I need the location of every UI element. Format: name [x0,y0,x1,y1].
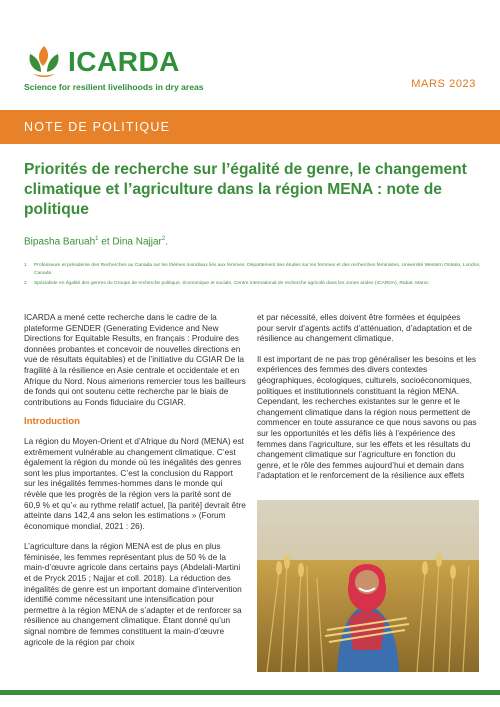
right-column [257,312,479,491]
author-superscript: 2 [161,236,166,242]
logo-tagline: Science for resilient livelihoods in dry areas [24,82,204,92]
affiliation-item [24,280,484,288]
icarda-logo [24,42,224,102]
publication-date: MARS 2023 [411,78,476,90]
document-type-label: NOTE DE POLITIQUE [24,120,171,134]
affiliation-number: 1 [24,263,27,268]
body-paragraph: Il est important de ne pas trop généraliser les besoins et les expériences des femmes des divers contextes géographiques, écologiques, culturels, socioéconomiques, politiques et institutionnels constituant la région MENA. Cependant, les recherches existantes sur le genre et le changement climatique dans la région nous permettent de commencer en toute assurance ce que nous savons ou pas sur les opportunités et les défis liés à l’expérience des femmes dans l’agriculture, sur les effets et les résultats du changement climatique sur l’agriculture en fonction du genre, et le rôle des femmes aujourd’hui et demain dans l’adaptation et le renforcement de la résilience aux effets [257,353,477,481]
author-name: Dina Najjar [112,236,162,248]
wheat-leaf-logo-icon [24,42,64,80]
affiliation-text: Professeure et présidente des Recherches au Canada sur les thèmes mondiaux liés aux femmes. Département des études sur les femmes et des recherches féministes, Université Western Ontario, London, Canada [34,263,481,276]
affiliation-item [24,262,484,278]
footer-rule [0,690,500,695]
document-title: Priorités de recherche sur l’égalité de genre, le changement climatique et l’agriculture dans la région MENA : note de politique [24,161,467,218]
body-paragraph: L’agriculture dans la région MENA est de plus en plus féminisée, les femmes représentant plus de 50 % de la main-d’œuvre agricole dans certains pays (Abdelali-Martini et de Pryck 2015 ; Najjar et coll. 2018). La réduction des inégalités de genre est un important domaine d’intervention identifié comme nécessitant une intensification pour permettre à la région MENA de s’adapter et de renforcer sa résilience au changement climatique. Étant donné qu’un signal nombre de femmes constituent la main-d’œuvre agricole de la région par choix [24,541,242,647]
section-heading: Introduction [24,416,80,428]
wheat-field-photo-illustration [257,500,479,672]
author-line-end: . [165,236,169,248]
affiliations [24,262,484,290]
author-name: Bipasha Baruah [24,236,96,248]
author-conjunction: et [98,236,113,248]
intro-paragraph: ICARDA a mené cette recherche dans le cadre de la plateforme GENDER (Generating Evidence and New Directions for Equitable Results, en français : Produire des données probantes et concevoir de nouvelles directions en vue de résultats équitables) et de l’initiative du CGIAR De la fragilité à la résilience en Asie centrale et occidentale et en Afrique du Nord. Nous aimerions remercier tous les bailleurs de fonds qui ont soutenu cette recherche par le biais de contributions au Fonds fiduciaire du CGIAR. [24,312,246,407]
document-type-band [0,110,500,144]
body-paragraph: La région du Moyen-Orient et d’Afrique du Nord (MENA) est extrêmement vulnérable au changement climatique. C’est également la région du monde où les inégalités des genres sont les plus importantes. C’est la conclusion du Rapport sur les inégalités femmes-hommes dans le monde qui révèle que les progrès de la région vers la parité sont de 60,9 % et qu’« au rythme relatif actuel, [la parité] devrait être atteinte dans 142,4 ans selon les estimations » (Forum économique mondial, 2021 : 26). [24,435,246,531]
logo-wordmark: ICARDA [68,46,180,77]
farmer-photo [257,500,479,672]
left-column [24,312,246,657]
page-header [0,0,500,110]
affiliation-number: 2 [24,281,27,286]
author-line [24,236,168,247]
affiliation-text: Spécialiste en égalité des genres du Groupe de recherche politique, économique et sociale, Centre international de recherche agricole dans les zones arides (ICARDA), Rabat, Maroc [34,281,429,286]
author-superscript: 1 [95,236,99,242]
body-paragraph: et par nécessité, elles doivent être formées et équipées pour servir d’agents actifs d’atténuation, d’adaptation et de résilience au changement climatique. [257,312,472,344]
